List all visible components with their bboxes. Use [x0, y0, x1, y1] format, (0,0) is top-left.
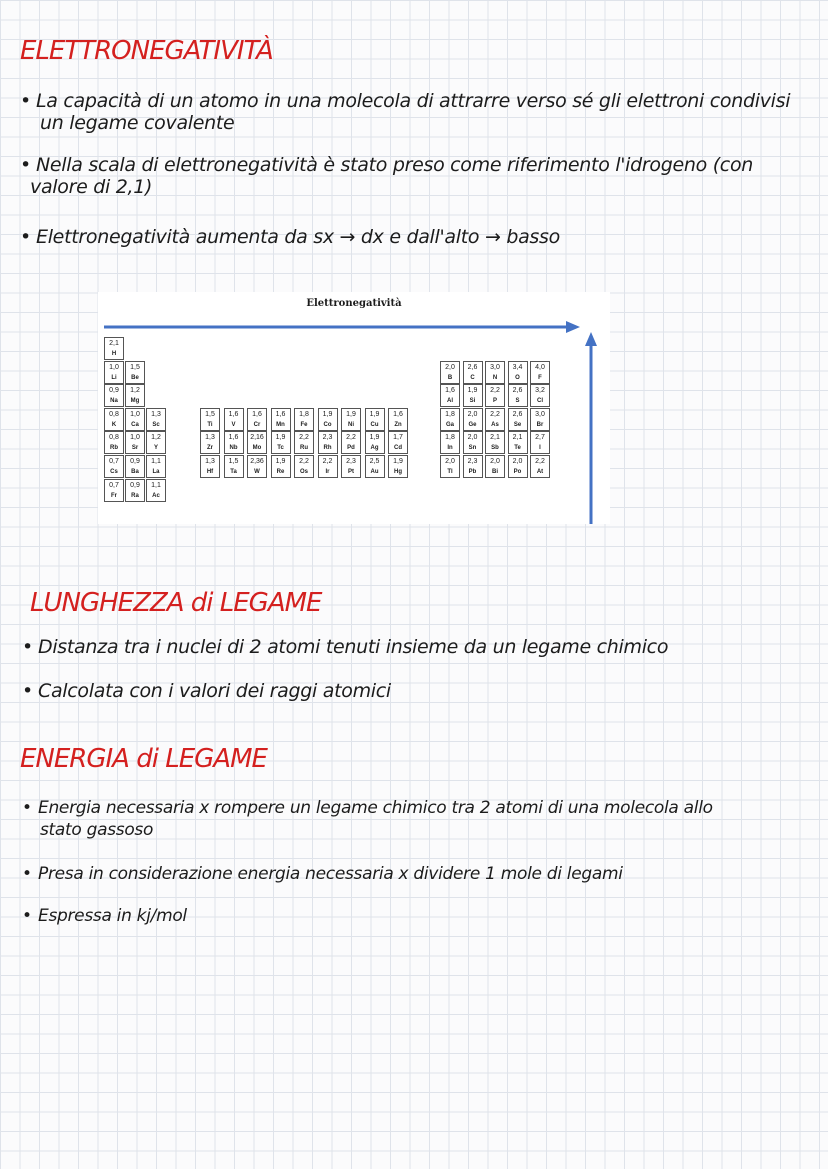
element-cell-cu — [365, 408, 385, 431]
electronegativity-value: 1,8 — [299, 410, 309, 418]
element-cell-na — [104, 384, 124, 407]
electronegativity-bullet-1-cont: un legame covalente — [40, 112, 235, 134]
electronegativity-value: 1,9 — [369, 434, 380, 442]
electronegativity-value: 2,2 — [299, 458, 309, 465]
element-cell-be — [125, 361, 145, 384]
element-symbol: La — [152, 469, 160, 475]
electronegativity-value: 1,9 — [275, 434, 286, 442]
element-cell-ag — [365, 431, 385, 454]
element-cell-tl — [440, 455, 460, 478]
element-symbol: Sr — [131, 445, 139, 452]
bullet-dot: • — [22, 864, 32, 884]
electronegativity-value: 3,0 — [535, 410, 545, 418]
element-cell-os — [294, 455, 314, 478]
element-symbol: Re — [276, 469, 285, 475]
element-cell-ge — [463, 408, 483, 431]
electronegativity-value: 1,5 — [205, 410, 215, 418]
element-cell-k — [104, 408, 124, 431]
element-symbol: Y — [153, 445, 158, 452]
element-symbol: Na — [110, 398, 118, 405]
element-cell-po — [508, 455, 528, 478]
element-cell-mn — [271, 408, 291, 431]
element-cell-co — [318, 408, 338, 431]
element-cell-p — [485, 384, 505, 407]
element-symbol: N — [492, 374, 498, 381]
element-cell-c — [463, 361, 483, 384]
electronegativity-value: 1,9 — [467, 387, 478, 395]
element-cell-fe — [294, 408, 314, 431]
element-symbol: H — [111, 351, 117, 357]
electronegativity-value: 1,6 — [228, 410, 239, 418]
element-symbol: Cl — [537, 398, 543, 405]
electronegativity-value: 0,9 — [130, 481, 140, 489]
element-symbol: Au — [370, 469, 379, 475]
element-symbol: Co — [323, 421, 332, 428]
electronegativity-value: 4,0 — [535, 363, 545, 371]
element-symbol: At — [536, 469, 544, 475]
electronegativity-value: 1,3 — [151, 410, 161, 418]
element-cell-sb — [485, 431, 505, 454]
element-symbol: Zn — [394, 421, 402, 428]
element-cell-n — [485, 361, 505, 384]
element-symbol: W — [254, 469, 260, 475]
element-symbol: Po — [513, 469, 522, 475]
electronegativity-value: 1,5 — [130, 363, 140, 371]
electronegativity-value: 2,2 — [535, 458, 545, 465]
electronegativity-value: 1,6 — [252, 410, 262, 418]
electronegativity-value: 2,1 — [490, 434, 500, 442]
electronegativity-value: 1,8 — [445, 434, 455, 442]
element-symbol: In — [447, 445, 453, 452]
element-cell-cr — [247, 408, 267, 431]
element-symbol: F — [538, 374, 542, 381]
electronegativity-value: 0,9 — [109, 387, 119, 395]
element-cell-bi — [485, 455, 505, 478]
element-cell-pb — [463, 455, 483, 478]
electronegativity-title: ELETTRONEGATIVITÀ — [20, 36, 273, 66]
element-symbol: Br — [536, 421, 544, 428]
element-symbol: S — [515, 398, 520, 405]
element-cell-f — [530, 361, 550, 384]
electronegativity-value: 2,2 — [346, 434, 356, 442]
electronegativity-value: 3,4 — [512, 363, 523, 371]
element-cell-rb — [104, 431, 124, 454]
element-cell-hg — [388, 455, 408, 478]
element-cell-la — [146, 455, 166, 478]
element-symbol: Ga — [445, 421, 454, 428]
element-cell-se — [508, 408, 528, 431]
element-symbol: B — [447, 374, 453, 381]
electronegativity-value: 1,0 — [109, 363, 119, 371]
element-symbol: Mg — [130, 398, 140, 405]
element-symbol: Be — [131, 374, 139, 381]
element-symbol: Ba — [131, 469, 139, 475]
electronegativity-value: 1,7 — [393, 434, 403, 442]
element-cell-w — [247, 455, 267, 478]
electronegativity-value: 2,6 — [512, 387, 523, 395]
electronegativity-value: 1,0 — [130, 410, 140, 418]
element-symbol: P — [492, 398, 497, 405]
element-symbol: Al — [447, 398, 453, 405]
element-symbol: Ca — [131, 421, 139, 428]
element-cell-sc — [146, 408, 166, 431]
element-cell-ca — [125, 408, 145, 431]
bond-energy-title: ENERGIA di LEGAME — [20, 744, 267, 774]
electronegativity-value: 0,8 — [109, 434, 119, 442]
electronegativity-value: 2,7 — [535, 434, 545, 442]
element-cell-in — [440, 431, 460, 454]
element-cell-ti — [200, 408, 220, 431]
bond-length-bullet-2: • Calcolata con i valori dei raggi atomici — [22, 680, 391, 702]
element-symbol: Ac — [152, 492, 160, 499]
element-cell-zr — [200, 431, 220, 454]
element-cell-ra — [125, 479, 145, 502]
electronegativity-value: 1,9 — [322, 410, 333, 418]
element-symbol: Ra — [131, 492, 139, 499]
electronegativity-value: 2,2 — [322, 458, 333, 465]
element-cell-al — [440, 384, 460, 407]
element-symbol: C — [470, 374, 475, 381]
element-symbol: As — [491, 421, 499, 428]
element-symbol: Bi — [492, 469, 498, 475]
element-cell-hf — [200, 455, 220, 478]
element-symbol: Hf — [206, 469, 214, 475]
electronegativity-value: 2,2 — [490, 387, 500, 395]
element-cell-cd — [388, 431, 408, 454]
electronegativity-value: 2,16 — [250, 434, 264, 442]
element-cell-o — [508, 361, 528, 384]
bond-length-title: LUNGHEZZA di LEGAME — [30, 588, 322, 618]
bullet-dot: • — [22, 636, 33, 658]
element-symbol: Nb — [229, 445, 238, 452]
electronegativity-value: 1,9 — [275, 458, 286, 465]
element-cell-ba — [125, 455, 145, 478]
element-cell-v — [224, 408, 244, 431]
electronegativity-value: 1,1 — [151, 481, 161, 489]
electronegativity-value: 3,0 — [490, 363, 500, 371]
element-symbol: Fr — [111, 492, 117, 499]
electronegativity-bullet-1: • La capacità di un atomo in una molecola di attrarre verso sé gli elettroni condivisi — [20, 90, 791, 112]
electronegativity-bullet-2: • Nella scala di elettronegatività è stato preso come riferimento l'idrogeno (con — [20, 154, 754, 176]
electronegativity-value: 1,3 — [205, 458, 215, 465]
electronegativity-table-figure — [98, 292, 610, 524]
element-symbol: Ti — [207, 421, 213, 428]
element-cell-ru — [294, 431, 314, 454]
element-cell-re — [271, 455, 291, 478]
bond-energy-bullet-2: • Presa in considerazione energia necessaria x dividere 1 mole di legami — [22, 864, 623, 884]
element-cell-b — [440, 361, 460, 384]
electronegativity-value: 2,3 — [322, 434, 333, 442]
element-cell-s — [508, 384, 528, 407]
element-cell-fr — [104, 479, 124, 502]
left-to-right-arrow-icon — [104, 320, 580, 334]
bottom-to-top-arrow-icon — [584, 332, 598, 524]
electronegativity-value: 2,6 — [467, 363, 478, 371]
electronegativity-value: 2,1 — [109, 340, 119, 347]
element-symbol: Ru — [300, 445, 308, 452]
element-symbol: Sb — [491, 445, 499, 452]
element-symbol: Fe — [300, 421, 308, 428]
element-symbol: Hg — [394, 469, 402, 475]
element-symbol: Si — [469, 398, 476, 405]
element-symbol: Ag — [370, 445, 379, 452]
electronegativity-value: 2,3 — [346, 458, 356, 465]
element-cell-y — [146, 431, 166, 454]
bond-length-bullet-1: • Distanza tra i nuclei di 2 atomi tenuti insieme da un legame chimico — [22, 636, 669, 658]
element-cell-ga — [440, 408, 460, 431]
bond-energy-bullet-1-cont: stato gassoso — [40, 820, 154, 840]
element-cell-br — [530, 408, 550, 431]
element-cell-li — [104, 361, 124, 384]
electronegativity-value: 2,36 — [250, 458, 264, 465]
electronegativity-value: 2,0 — [512, 458, 523, 465]
bullet-dot: • — [20, 226, 31, 248]
electronegativity-value: 2,0 — [445, 458, 455, 465]
electronegativity-value: 0,7 — [109, 481, 119, 489]
element-cell-sn — [463, 431, 483, 454]
element-cell-ni — [341, 408, 361, 431]
element-symbol: K — [111, 421, 117, 428]
element-symbol: Pd — [347, 445, 355, 452]
element-symbol: Zr — [207, 445, 213, 452]
electronegativity-value: 1,2 — [151, 434, 161, 442]
electronegativity-value: 1,9 — [393, 458, 403, 465]
electronegativity-value: 2,5 — [369, 458, 380, 465]
element-cell-si — [463, 384, 483, 407]
electronegativity-value: 1,6 — [275, 410, 286, 418]
bond-energy-bullet-3: • Espressa in kj/mol — [22, 906, 187, 926]
element-symbol: Ni — [348, 421, 354, 428]
bullet-dot: • — [22, 798, 32, 818]
electronegativity-value: 1,5 — [228, 458, 239, 465]
electronegativity-value: 1,2 — [130, 387, 140, 395]
element-symbol: Pb — [468, 469, 477, 475]
electronegativity-value: 1,8 — [445, 410, 455, 418]
element-symbol: Ir — [325, 469, 330, 475]
element-symbol: Te — [514, 445, 521, 452]
element-cell-ir — [318, 455, 338, 478]
element-cell-as — [485, 408, 505, 431]
element-cell-cs — [104, 455, 124, 478]
electronegativity-value: 2,0 — [467, 434, 478, 442]
electronegativity-value: 2,3 — [467, 458, 478, 465]
electronegativity-value: 1,9 — [346, 410, 356, 418]
element-symbol: Rb — [110, 445, 118, 452]
element-symbol: Ta — [230, 469, 237, 475]
element-symbol: Rh — [323, 445, 332, 452]
bond-energy-bullet-1: • Energia necessaria x rompere un legame chimico tra 2 atomi di una molecola allo — [22, 798, 713, 818]
element-cell-rh — [318, 431, 338, 454]
electronegativity-value: 1,9 — [369, 410, 380, 418]
bullet-dot: • — [22, 906, 32, 926]
element-cell-mo — [247, 431, 267, 454]
element-cell-ta — [224, 455, 244, 478]
element-symbol: Cr — [253, 421, 261, 428]
element-symbol: Sc — [152, 421, 160, 428]
electronegativity-value: 0,7 — [109, 458, 119, 465]
element-symbol: Mo — [252, 445, 262, 452]
element-symbol: Tc — [277, 445, 284, 452]
element-cell-sr — [125, 431, 145, 454]
element-symbol: I — [539, 445, 541, 452]
element-cell-nb — [224, 431, 244, 454]
element-cell-zn — [388, 408, 408, 431]
electronegativity-value: 2,0 — [445, 363, 455, 371]
element-cell-ac — [146, 479, 166, 502]
bullet-dot: • — [20, 154, 31, 176]
element-cell-h — [104, 337, 124, 360]
element-symbol: Mn — [276, 421, 285, 428]
element-symbol: Sn — [468, 445, 477, 452]
electronegativity-value: 2,0 — [467, 410, 478, 418]
electronegativity-value: 2,2 — [490, 410, 500, 418]
element-symbol: Tl — [447, 469, 453, 475]
element-symbol: Os — [299, 469, 308, 475]
element-symbol: Ge — [468, 421, 477, 428]
element-symbol: Pt — [348, 469, 354, 475]
electronegativity-value: 1,6 — [445, 387, 455, 395]
element-symbol: Cu — [370, 421, 379, 428]
element-symbol: Cs — [110, 469, 118, 475]
electronegativity-value: 1,1 — [151, 458, 161, 465]
electronegativity-value: 2,6 — [512, 410, 523, 418]
electronegativity-value: 1,0 — [130, 434, 140, 442]
element-cell-i — [530, 431, 550, 454]
element-cell-tc — [271, 431, 291, 454]
electronegativity-value: 2,2 — [299, 434, 309, 442]
electronegativity-value: 1,6 — [228, 434, 239, 442]
element-cell-au — [365, 455, 385, 478]
element-symbol: Se — [513, 421, 522, 428]
figure-title: Elettronegatività — [306, 298, 402, 309]
element-cell-te — [508, 431, 528, 454]
bullet-dot: • — [20, 90, 31, 112]
element-symbol: Cd — [394, 445, 402, 452]
electronegativity-bullet-2-cont: valore di 2,1) — [30, 176, 153, 198]
electronegativity-value: 0,9 — [130, 458, 140, 465]
electronegativity-value: 1,3 — [205, 434, 215, 442]
electronegativity-value: 2,0 — [490, 458, 500, 465]
element-symbol: O — [515, 374, 520, 381]
element-cell-pd — [341, 431, 361, 454]
bullet-dot: • — [22, 680, 33, 702]
electronegativity-value: 1,6 — [393, 410, 403, 418]
element-symbol: V — [231, 421, 236, 428]
element-symbol: Li — [111, 374, 117, 381]
electronegativity-value: 0,8 — [109, 410, 119, 418]
electronegativity-value: 2,1 — [512, 434, 523, 442]
electronegativity-value: 3,2 — [535, 387, 545, 395]
electronegativity-bullet-3: • Elettronegatività aumenta da sx → dx e dall'alto → basso — [20, 226, 560, 248]
element-cell-at — [530, 455, 550, 478]
element-cell-cl — [530, 384, 550, 407]
element-cell-mg — [125, 384, 145, 407]
element-cell-pt — [341, 455, 361, 478]
